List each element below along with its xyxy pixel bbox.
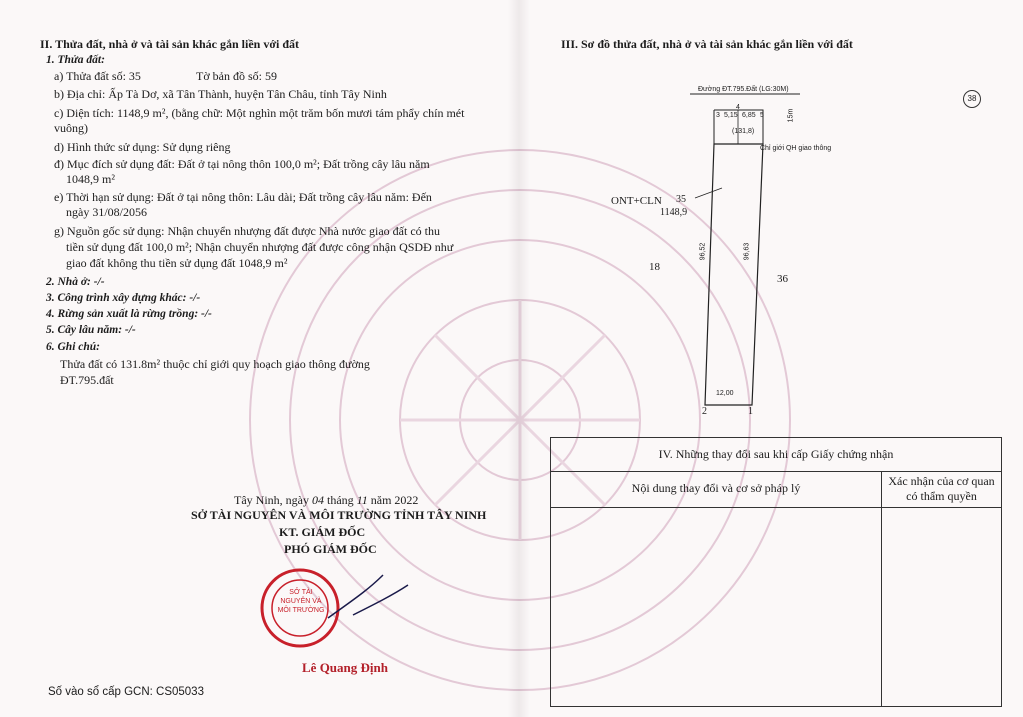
width-1: 5,15 bbox=[724, 112, 738, 119]
page-fold bbox=[508, 0, 530, 717]
changes-table-title: IV. Những thay đổi sau khi cấp Giấy chứng nhận bbox=[658, 447, 894, 461]
date-month: 11 bbox=[356, 493, 368, 507]
changes-table-header bbox=[551, 438, 1001, 472]
forest-heading: 4. Rừng sản xuất là rừng trồng: -/- bbox=[46, 308, 212, 320]
parcel-number-diagram: 35 bbox=[676, 194, 686, 205]
changes-table bbox=[550, 437, 1002, 707]
point-1: 1 bbox=[748, 406, 753, 417]
stamp-text: SỞ TÀI NGUYÊN VÀ MÔI TRƯỜNG bbox=[277, 589, 325, 614]
date-month-label: tháng bbox=[323, 493, 357, 507]
point-3: 3 bbox=[716, 112, 720, 119]
bottom-length: 12,00 bbox=[716, 390, 734, 397]
gcn-register-number: Số vào sổ cấp GCN: CS05033 bbox=[48, 686, 204, 698]
point-4: 4 bbox=[736, 104, 740, 111]
construction-heading: 3. Công trình xây dựng khác: -/- bbox=[46, 292, 201, 304]
land-use-code: ONT+CLN bbox=[611, 195, 662, 207]
planning-area: (131,8) bbox=[732, 128, 755, 135]
point-2: 2 bbox=[702, 406, 707, 417]
date-day: 04 bbox=[311, 493, 324, 507]
left-length: 96,52 bbox=[699, 242, 707, 261]
section-ii-title: II. Thửa đất, nhà ở và tài sản khác gắn liền với đất bbox=[40, 37, 300, 51]
point-5: 5 bbox=[760, 112, 764, 119]
note-line-2: ĐT.795.đất bbox=[60, 373, 114, 387]
usage-term-2: ngày 31/08/2056 bbox=[66, 205, 147, 219]
house-heading: 2. Nhà ở: -/- bbox=[46, 276, 105, 288]
signature-stroke bbox=[328, 575, 408, 618]
agency-name: SỞ TÀI NGUYÊN VÀ MÔI TRƯỜNG TỈNH TÂY NINH bbox=[191, 508, 487, 522]
parcel-number: a) Thửa đất số: 35 bbox=[54, 69, 141, 83]
deputy-director: PHÓ GIÁM ĐỐC bbox=[284, 542, 377, 556]
address-line: b) Địa chỉ: Ấp Tà Dơ, xã Tân Thành, huyện Tân Châu, tỉnh Tây Ninh bbox=[54, 87, 387, 101]
note-heading: 6. Ghi chú: bbox=[46, 341, 100, 353]
origin-line-3: giao đất không thu tiền sử dụng đất 1048,9 m² bbox=[66, 256, 288, 270]
neighbor-right: 36 bbox=[777, 273, 788, 285]
table-column-divider bbox=[881, 507, 882, 706]
width-2: 6,85 bbox=[742, 112, 756, 119]
map-sheet-number: Tờ bản đồ số: 59 bbox=[196, 69, 278, 83]
column-content bbox=[551, 472, 882, 507]
perennial-heading: 5. Cây lâu năm: -/- bbox=[46, 324, 136, 336]
right-length: 96,63 bbox=[743, 242, 751, 261]
usage-term-1: e) Thời hạn sử dụng: Đất ở tại nông thôn: Lâu dài; Đất trồng cây lâu năm: Đến bbox=[54, 190, 432, 204]
issue-date bbox=[234, 493, 418, 508]
origin-line-1: g) Nguồn gốc sử dụng: Nhận chuyển nhượng đất được Nhà nước giao đất có thu bbox=[54, 224, 440, 238]
parcel-area-diagram: 1148,9 bbox=[660, 207, 688, 218]
pointer-line bbox=[695, 188, 722, 198]
neighbor-left: 18 bbox=[649, 261, 660, 273]
area-line-2: vuông) bbox=[54, 121, 88, 135]
area-line-1: c) Diện tích: 1148,9 m², (bằng chữ: Một nghìn một trăm bốn mươi tám phẩy chín mét bbox=[54, 106, 465, 120]
date-year: năm 2022 bbox=[367, 493, 419, 507]
column-content-label: Nội dung thay đổi và cơ sở pháp lý bbox=[631, 481, 801, 495]
land-plot-diagram bbox=[600, 80, 860, 420]
road-label: Đường ĐT.795.Đất (LG:30M) bbox=[698, 86, 789, 93]
column-confirmation bbox=[882, 472, 1001, 507]
parcel-boundary bbox=[705, 144, 763, 405]
date-prefix: Tây Ninh, ngày bbox=[234, 493, 312, 507]
page-number-badge: 38 bbox=[963, 90, 981, 108]
usage-purpose-2: 1048,9 m² bbox=[66, 172, 115, 186]
land-parcel-heading: 1. Thửa đất: bbox=[46, 54, 105, 66]
note-line-1: Thửa đất có 131.8m² thuộc chỉ giới quy hoạch giao thông đường bbox=[60, 357, 370, 371]
kt-director: KT. GIÁM ĐỐC bbox=[279, 525, 366, 539]
column-confirmation-label: Xác nhận của cơ quan có thẩm quyền bbox=[888, 474, 995, 503]
origin-line-2: tiền sử dụng đất 100,0 m²; Nhận chuyển nhượng đất được công nhận QSDĐ như bbox=[66, 240, 454, 254]
table-divider bbox=[551, 507, 1001, 508]
usage-form: d) Hình thức sử dụng: Sử dụng riêng bbox=[54, 140, 231, 154]
depth-top: 15m bbox=[787, 108, 795, 123]
usage-purpose-1: đ) Mục đích sử dụng đất: Đất ở tại nông thôn 100,0 m²; Đất trồng cây lâu năm bbox=[54, 157, 430, 171]
planning-limit-label: Chỉ giới QH giao thông bbox=[760, 145, 832, 152]
section-iii-title: III. Sơ đồ thửa đất, nhà ở và tài sản khác gắn liền với đất bbox=[561, 37, 853, 51]
signer-name: Lê Quang Định bbox=[302, 660, 388, 675]
